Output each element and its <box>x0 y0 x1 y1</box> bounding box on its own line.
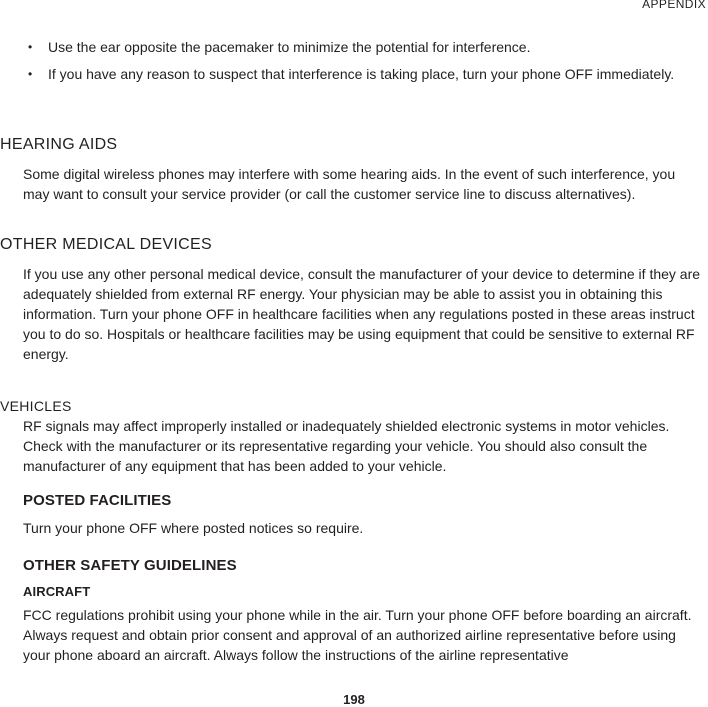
section-body-other-medical-devices: If you use any other personal medical device, consult the manufacturer of your device to determine if they are adequately shielded from external RF energy. Your physician may be able to assist you in obtaining this information. Turn your phone OFF in healthcare facilities when any regulations posted in these areas instruct you to do so. Hospitals or healthcare facilities may be using equipment that could be sensitive to external RF energy. <box>23 266 701 362</box>
bullet-item <box>28 37 688 57</box>
bullet-item <box>28 64 688 84</box>
section-body-posted-facilities: Turn your phone OFF where posted notices so require. <box>23 520 364 536</box>
section-body-aircraft: FCC regulations prohibit using your phone while in the air. Turn your phone OFF before boarding an aircraft. Always request and obtain prior consent and approval of an authorized airline representative before using your phone aboard an aircraft. Always follow the instructions of the airline representative <box>23 607 692 663</box>
section-heading-posted-facilities: POSTED FACILITIES <box>23 492 172 509</box>
section-body-vehicles: RF signals may affect improperly installed or inadequately shielded electronic systems in motor vehicles. Check with the manufacturer or its representative regarding your vehicle. You should also consult the manufacturer of any equipment that has been added to your vehicle. <box>23 418 670 474</box>
bullet-text: If you have any reason to suspect that interference is taking place, turn your phone OFF immediately. <box>48 66 675 82</box>
section-heading-other-safety-guidelines: OTHER SAFETY GUIDELINES <box>23 557 237 574</box>
bullet-text: Use the ear opposite the pacemaker to minimize the potential for interference. <box>48 39 531 55</box>
page-number: 198 <box>343 692 365 707</box>
section-heading-aircraft: AIRCRAFT <box>23 584 91 599</box>
section-heading-hearing-aids: HEARING AIDS <box>0 136 118 153</box>
running-header: APPENDIX <box>642 0 706 11</box>
bullet-dot-icon: • <box>28 40 33 54</box>
section-heading-vehicles: VEHICLES <box>0 398 72 414</box>
section-heading-other-medical-devices: OTHER MEDICAL DEVICES <box>0 236 212 253</box>
bullet-dot-icon: • <box>28 67 33 81</box>
section-body-hearing-aids: Some digital wireless phones may interfere with some hearing aids. In the event of such interference, you may want to consult your service provider (or call the customer service line to discuss alternatives). <box>23 166 676 202</box>
